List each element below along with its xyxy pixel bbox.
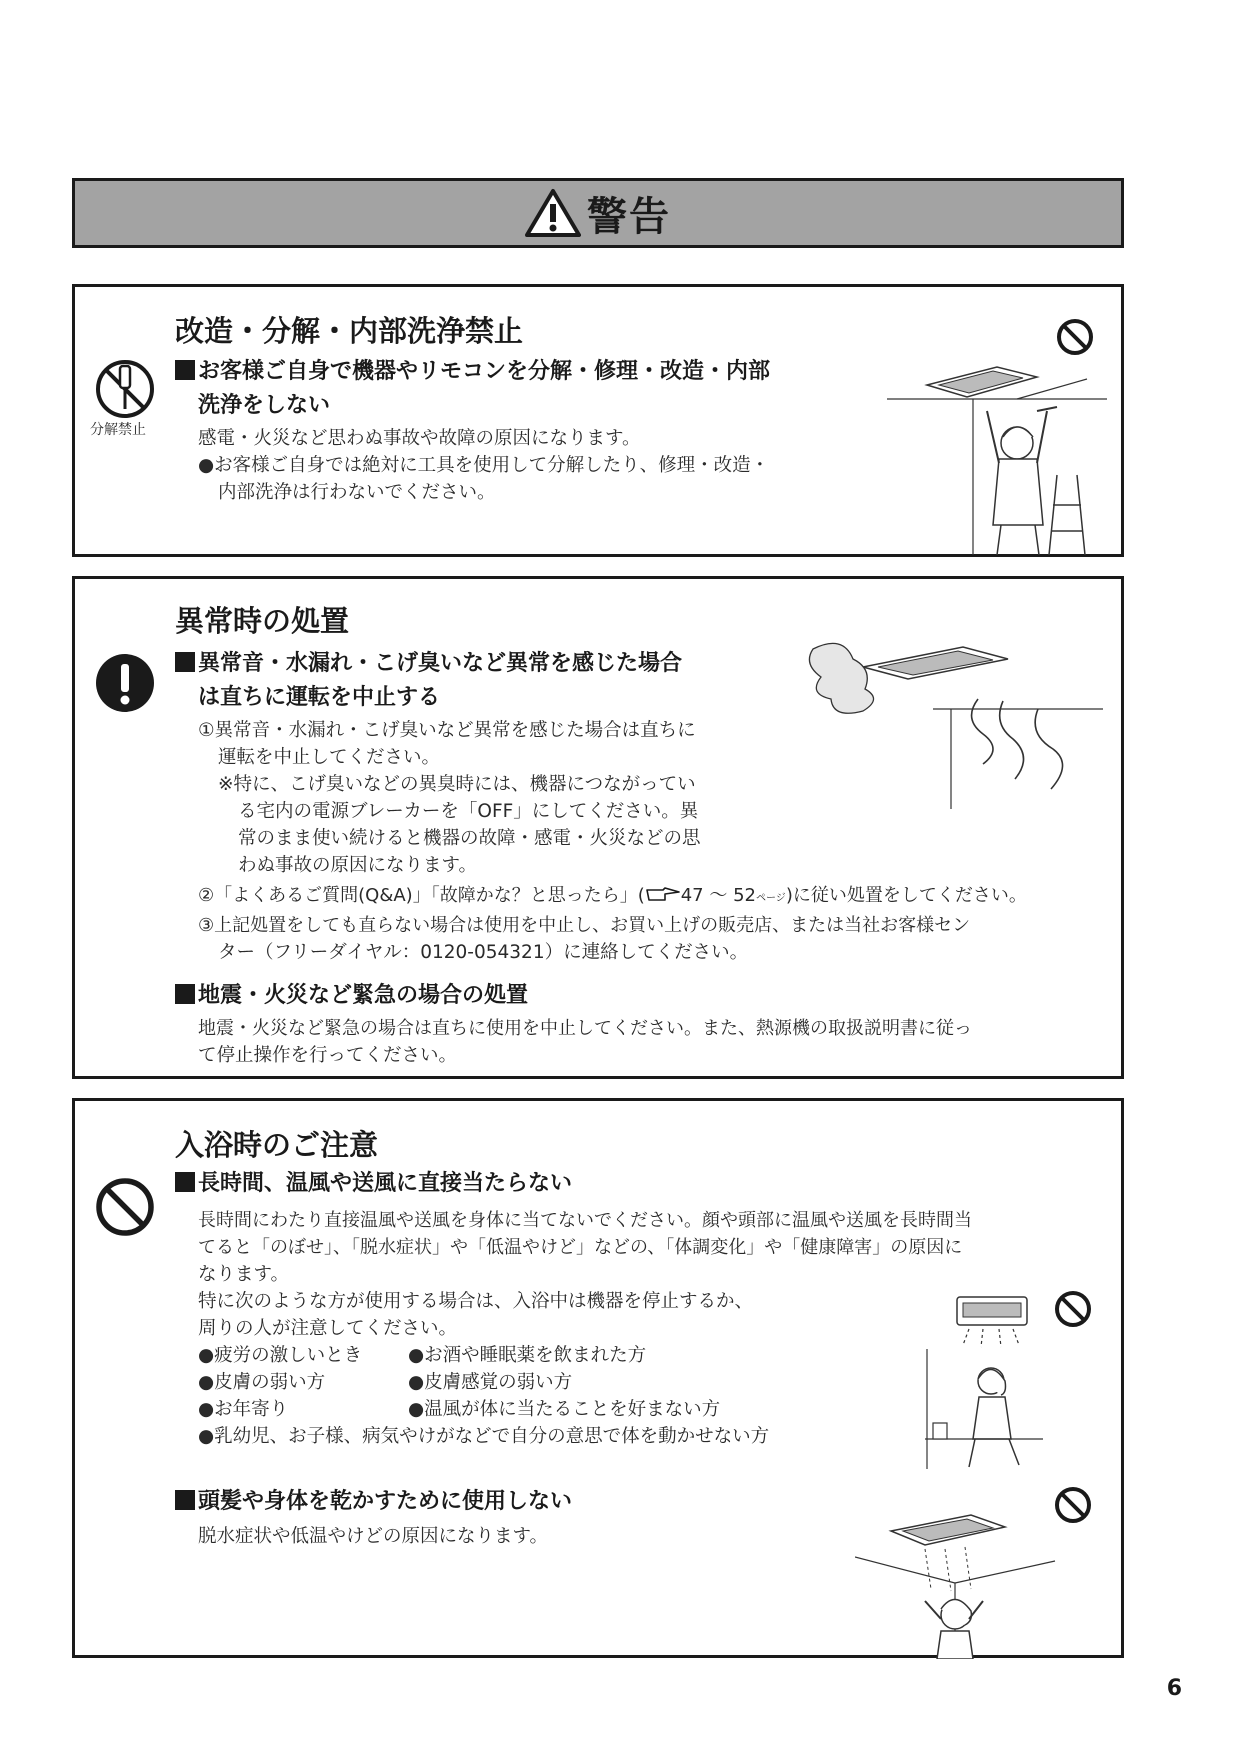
list-item: ●お酒や睡眠薬を飲まれた方 <box>408 1345 647 1366</box>
note-text: 常のまま使い続けると機器の故障・感電・火災などの思 <box>238 828 701 849</box>
warning-triangle-icon <box>525 188 581 238</box>
page-unit: ページ <box>756 893 786 904</box>
person-repairing-illustration <box>887 355 1117 555</box>
vulnerable-users-text: 周りの人が注意してください。 <box>198 1318 458 1339</box>
square-bullet-icon <box>175 652 195 672</box>
warning-banner <box>72 178 1124 248</box>
list-item: ●疲労の激しいとき <box>198 1345 363 1366</box>
bullet-text: 内部洗浄は行わないでください。 <box>218 482 496 503</box>
list-item: ●乳幼児、お子様、病気やけがなどで自分の意思で体を動かせない方 <box>198 1426 770 1447</box>
square-bullet-icon <box>175 1172 195 1192</box>
note-text: る宅内の電源ブレーカーを「OFF」にしてください。異 <box>238 801 699 822</box>
prohibited-icon <box>1055 317 1095 357</box>
mandatory-action-icon <box>93 651 157 715</box>
bullet-text: ●お客様ご自身では絶対に工具を使用して分解したり、修理・改造・ <box>198 455 770 476</box>
section-title: 入浴時のご注意 <box>175 1128 379 1162</box>
subheading-emergency: 地震・火災など緊急の場合の処置 <box>175 979 528 1013</box>
section-title: 異常時の処置 <box>175 604 350 638</box>
list-item: ●皮膚感覚の弱い方 <box>408 1372 573 1393</box>
note-text: わぬ事故の原因になります。 <box>238 855 478 876</box>
airflow-warning-text: てると「のぼせ」、「脱水症状」や「低温やけど」などの、「体調変化」や「健康障害」の原因に <box>198 1237 963 1258</box>
vulnerable-users-text: 特に次のような方が使用する場合は、入浴中は機器を停止するか、 <box>198 1291 754 1312</box>
smoke-from-unit-illustration <box>803 639 1103 809</box>
list-item: ●温風が体に当たることを好まない方 <box>408 1399 721 1420</box>
step-3-text: ター（フリーダイヤル：0120-054321）に連絡してください。 <box>218 942 749 963</box>
banner-title: 警告 <box>587 193 671 240</box>
page-number: 6 <box>1166 1676 1182 1701</box>
subheading-no-direct-airflow: 長時間、温風や送風に直接当たらない <box>175 1167 572 1201</box>
emergency-text: 地震・火災など緊急の場合は直ちに使用を中止してください。また、熱源機の取扱説明書に従っ <box>198 1018 972 1039</box>
subheading-no-disassembly: お客様ご自身で機器やリモコンを分解・修理・改造・内部 洗浄をしない <box>175 355 770 423</box>
step-1-text: 運転を中止してください。 <box>218 747 441 768</box>
section-disassembly-prohibited <box>72 284 1124 557</box>
square-bullet-icon <box>175 360 195 380</box>
airflow-warning-text: 長時間にわたり直接温風や送風を身体に当てないでください。顔や頭部に温風や送風を長時間当 <box>198 1210 972 1231</box>
step-2-text: ②「よくあるご質問(Q&A)」「故障かな？と思ったら」( 47 ～ 52ページ)に従い処置をしてください。 <box>198 885 1027 906</box>
no-disassembly-icon <box>93 357 157 421</box>
airflow-warning-text: なります。 <box>198 1264 290 1285</box>
pointing-hand-icon <box>645 886 681 904</box>
section-bathing-caution <box>72 1098 1124 1658</box>
icon-caption: 分解禁止 <box>90 422 146 438</box>
prohibited-icon <box>93 1175 157 1239</box>
emergency-text: て停止操作を行ってください。 <box>198 1045 458 1066</box>
step-3-text: ③上記処置をしても直らない場合は使用を中止し、お買い上げの販売店、または当社お客様セン <box>198 915 971 936</box>
page-reference: 47 ～ 52 <box>680 885 756 906</box>
square-bullet-icon <box>175 984 195 1004</box>
list-item: ●お年寄り <box>198 1399 289 1420</box>
prohibited-icon <box>1053 1289 1093 1329</box>
subheading-stop-operation: 異常音・水漏れ・こげ臭いなど異常を感じた場合 は直ちに運転を中止する <box>175 647 682 715</box>
step-1-text: ①異常音・水漏れ・こげ臭いなど異常を感じた場合は直ちに <box>198 720 696 741</box>
body-text: 感電・火災など思わぬ事故や故障の原因になります。 <box>198 428 641 449</box>
note-text: ※特に、こげ臭いなどの異臭時には、機器につながってい <box>218 774 696 795</box>
list-item: ●皮膚の弱い方 <box>198 1372 326 1393</box>
person-in-bath-illustration <box>925 1289 1045 1469</box>
square-bullet-icon <box>175 1490 195 1510</box>
section-abnormal-handling <box>72 576 1124 1079</box>
person-drying-hair-illustration <box>855 1509 1065 1659</box>
section-title: 改造・分解・内部洗浄禁止 <box>175 314 524 348</box>
subheading-no-drying: 頭髪や身体を乾かすために使用しない <box>175 1485 572 1519</box>
drying-warning-text: 脱水症状や低温やけどの原因になります。 <box>198 1526 549 1547</box>
